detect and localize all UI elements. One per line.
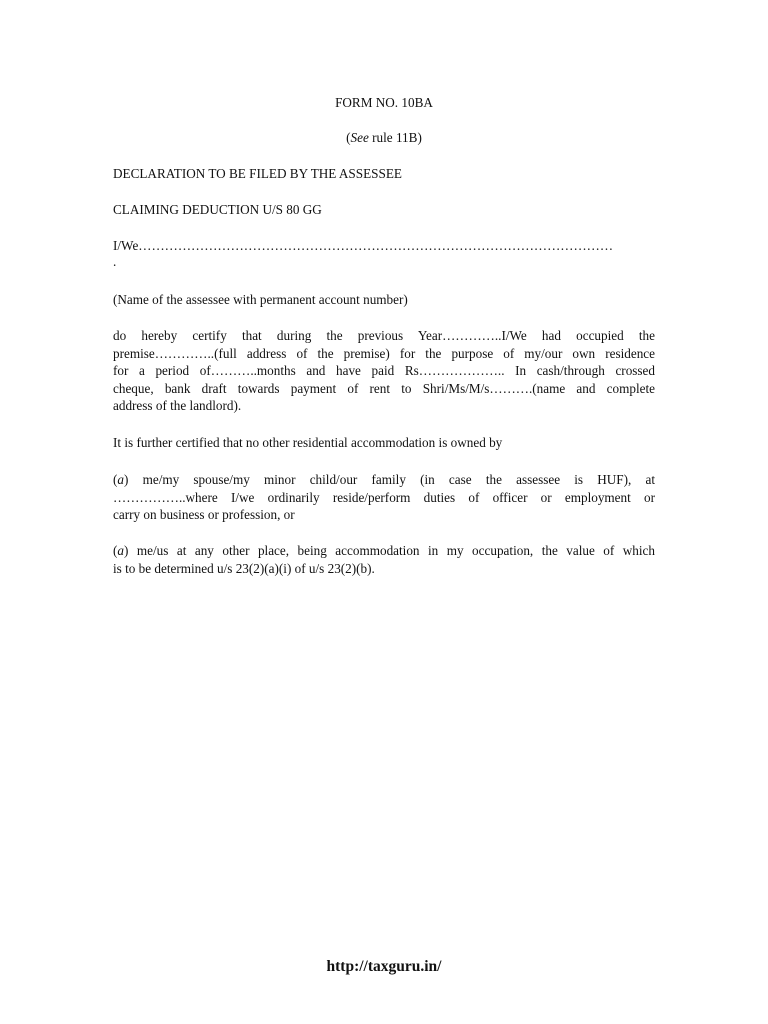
assessee-name-line-tail: . — [113, 254, 117, 269]
item-a2-text-1: me/us at any other place, being accommodation in my occupation, the value of which — [128, 543, 655, 558]
item-a2-line-2: is to be determined u/s 23(2)(a)(i) of u/s 23(2)(b). — [113, 560, 375, 576]
item-a1-line-2: ……………..where I/we ordinarily reside/perform duties of officer or employment or — [113, 489, 655, 505]
item-a-second — [113, 542, 655, 577]
item-a1-line-1 — [113, 471, 655, 489]
item-a2-label-open: ( — [113, 543, 118, 558]
item-a2-label-close: ) — [124, 543, 129, 558]
certification-paragraph — [113, 327, 655, 415]
rule-open: ( — [346, 130, 351, 145]
rule-see: See — [350, 130, 369, 145]
cert-line-1: do hereby certify that during the previous Year…………..I/We had occupied the — [113, 328, 655, 343]
heading-claiming: CLAIMING DEDUCTION U/S 80 GG — [113, 202, 322, 217]
item-a1-line-3: carry on business or profession, or — [113, 507, 295, 523]
cert-line-5: address of the landlord). — [113, 398, 242, 414]
heading-declaration: DECLARATION TO BE FILED BY THE ASSESSEE — [113, 166, 402, 181]
name-note: (Name of the assessee with permanent account number) — [113, 292, 408, 307]
cert-line-2: premise…………..(full address of the premise) for the purpose of my/our own residence — [113, 345, 655, 361]
further-certified-line: It is further certified that no other residential accommodation is owned by — [113, 435, 503, 450]
form-title: FORM NO. 10BA — [335, 95, 433, 110]
item-a1-label: a — [117, 472, 124, 487]
item-a2-line-1 — [113, 542, 655, 560]
cert-line-3: for a period of………..months and have paid Rs……………….. In cash/through crossed — [113, 363, 655, 379]
item-a2-label: a — [117, 543, 124, 558]
item-a1-label-open: ( — [113, 472, 118, 487]
footer-url[interactable]: http://taxguru.in/ — [326, 958, 442, 975]
cert-line-4: cheque, bank draft towards payment of rent to Shri/Ms/M/s……….(name and complete — [113, 380, 655, 396]
item-a1-label-close: ) — [124, 472, 129, 487]
rule-rest: rule 11B) — [368, 130, 422, 145]
assessee-name-line: I/We……………………………………………………………………………………………… — [113, 238, 614, 253]
rule-reference — [0, 130, 768, 146]
item-a1-text-1: me/my spouse/my minor child/our family (in case the assessee is HUF), at — [128, 472, 655, 487]
item-a-first — [113, 471, 655, 524]
